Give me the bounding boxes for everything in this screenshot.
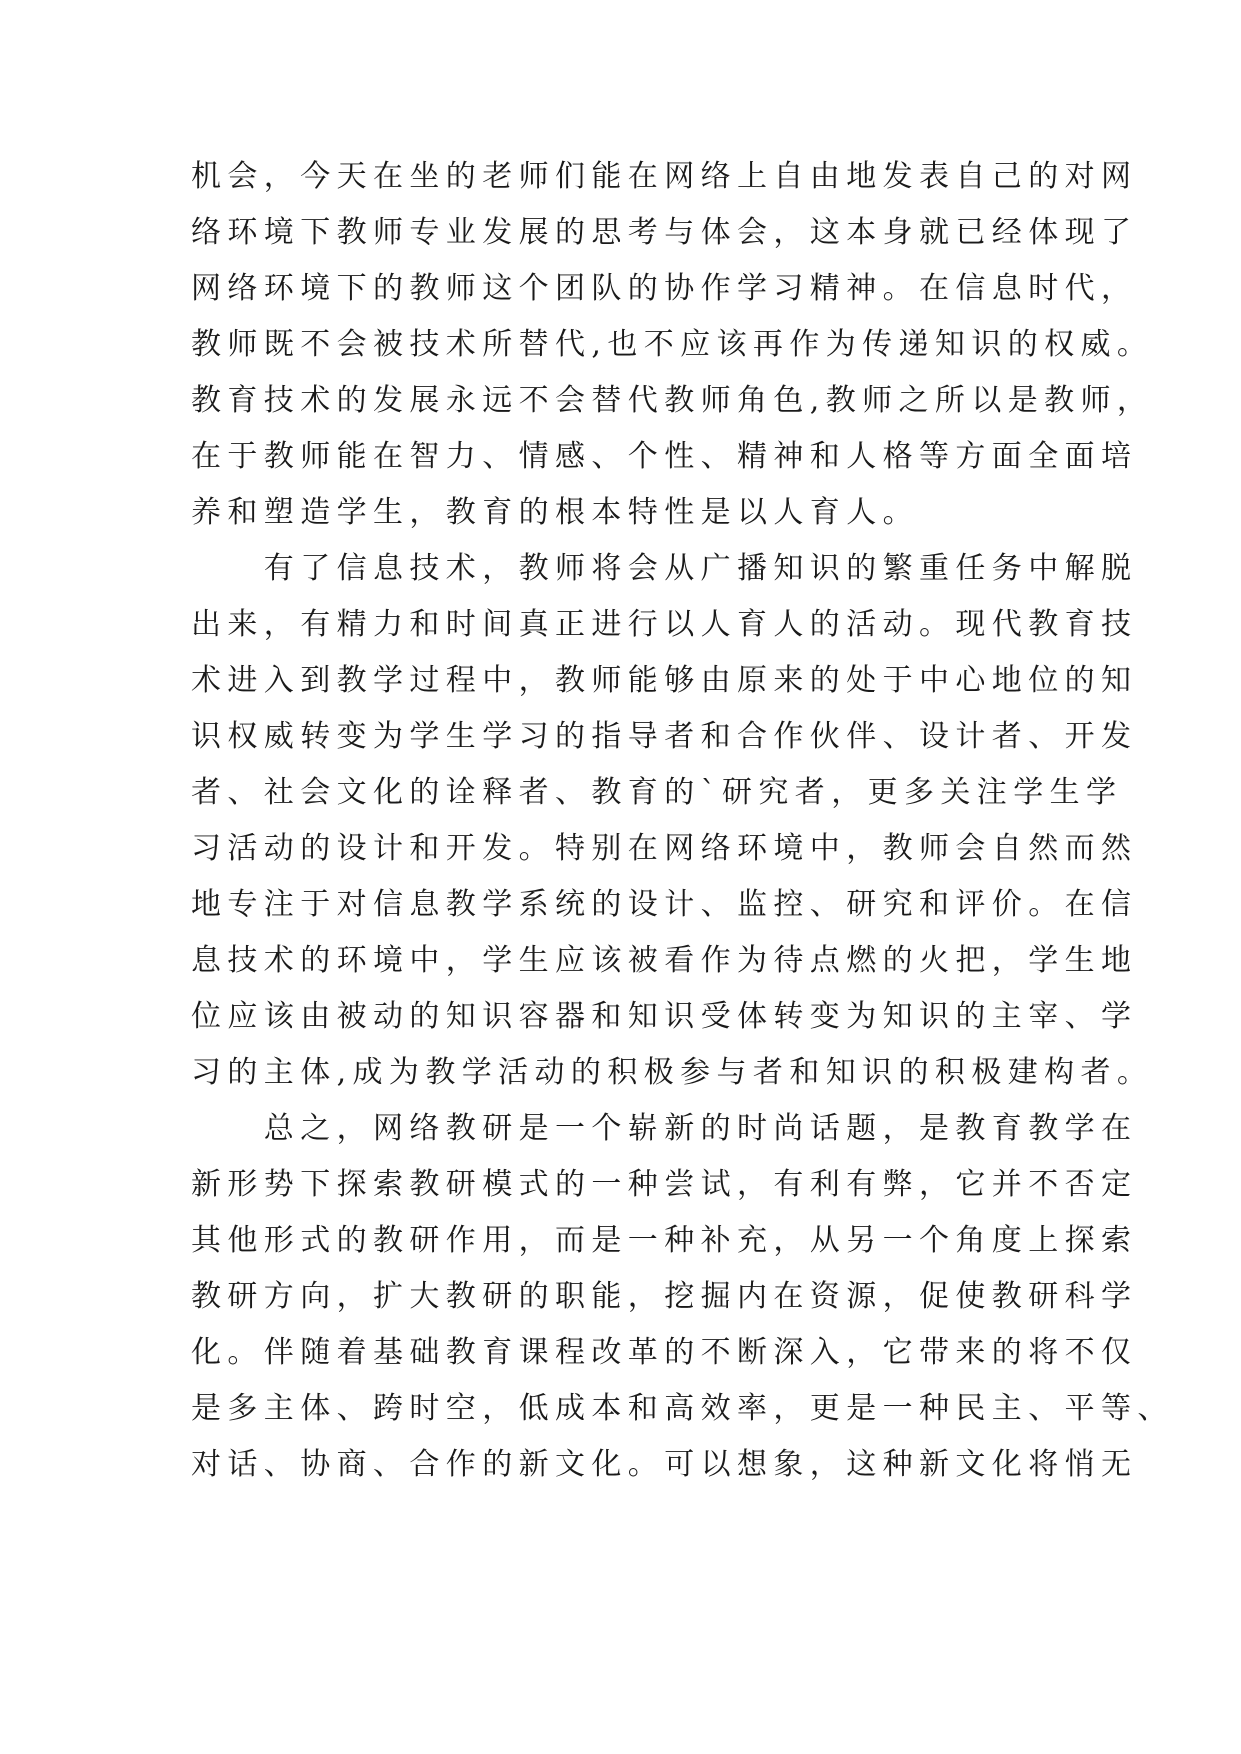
- text-line: 息技术的环境中，学生应该被看作为待点燃的火把，学生地: [191, 943, 1138, 978]
- text-line: 教研方向，扩大教研的职能，挖掘内在资源，促使教研科学: [191, 1279, 1138, 1314]
- text-line: 位应该由被动的知识容器和知识受体转变为知识的主宰、学: [191, 999, 1138, 1034]
- text-line: 络环境下教师专业发展的思考与体会，这本身就已经体现了: [191, 215, 1138, 250]
- text-line: 在于教师能在智力、情感、个性、精神和人格等方面全面培: [191, 439, 1138, 474]
- text-line: 对话、协商、合作的新文化。可以想象，这种新文化将悄无: [191, 1447, 1138, 1482]
- text-line: 总之，网络教研是一个崭新的时尚话题，是教育教学在: [191, 1111, 1138, 1146]
- text-line: 教育技术的发展永远不会替代教师角色,教师之所以是教师，: [191, 383, 1154, 418]
- text-line: 者、社会文化的诠释者、教育的`研究者，更多关注学生学: [191, 775, 1123, 810]
- text-line: 养和塑造学生，教育的根本特性是以人育人。: [191, 495, 919, 530]
- text-line: 新形势下探索教研模式的一种尝试，有利有弊，它并不否定: [191, 1167, 1138, 1202]
- text-line: 有了信息技术，教师将会从广播知识的繁重任务中解脱: [191, 551, 1138, 586]
- text-line: 出来，有精力和时间真正进行以人育人的活动。现代教育技: [191, 607, 1138, 642]
- body-text: [191, 149, 1174, 1493]
- text-line: 其他形式的教研作用，而是一种补充，从另一个角度上探索: [191, 1223, 1138, 1258]
- text-line: 习的主体,成为教学活动的积极参与者和知识的积极建构者。: [191, 1055, 1154, 1090]
- text-line: 是多主体、跨时空，低成本和高效率，更是一种民主、平等、: [191, 1391, 1174, 1426]
- text-line: 地专注于对信息教学系统的设计、监控、研究和评价。在信: [191, 887, 1138, 922]
- text-line: 化。伴随着基础教育课程改革的不断深入，它带来的将不仅: [191, 1335, 1138, 1370]
- text-line: 教师既不会被技术所替代,也不应该再作为传递知识的权威。: [191, 327, 1154, 362]
- text-line: 网络环境下的教师这个团队的协作学习精神。在信息时代，: [191, 271, 1138, 306]
- text-line: 机会，今天在坐的老师们能在网络上自由地发表自己的对网: [191, 159, 1138, 194]
- text-line: 识权威转变为学生学习的指导者和合作伙伴、设计者、开发: [191, 719, 1138, 754]
- text-line: 术进入到教学过程中，教师能够由原来的处于中心地位的知: [191, 663, 1138, 698]
- text-line: 习活动的设计和开发。特别在网络环境中，教师会自然而然: [191, 831, 1138, 866]
